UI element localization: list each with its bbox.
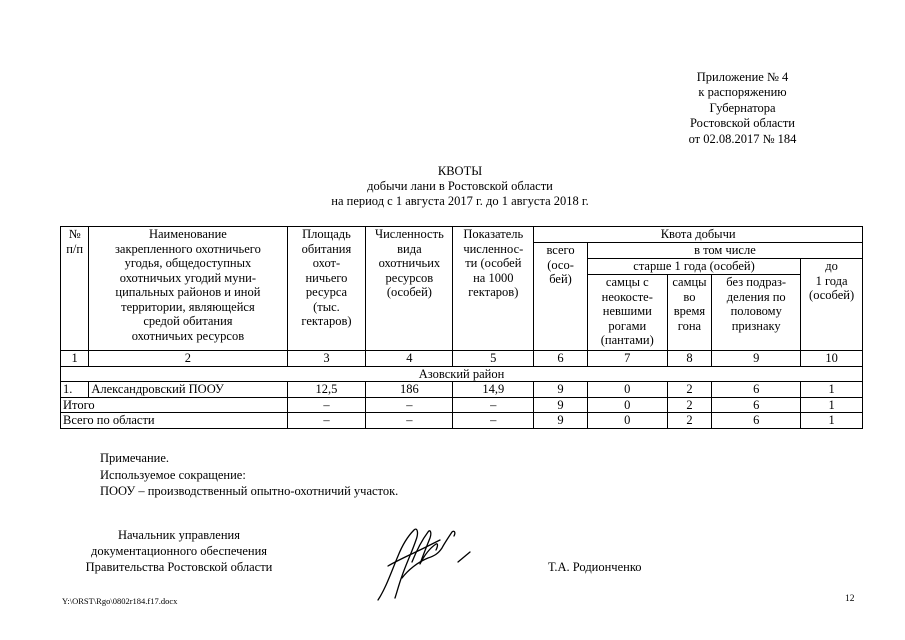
grand-total-total: 9 xyxy=(534,413,588,429)
grand-total-count: – xyxy=(366,413,453,429)
column-number: 6 xyxy=(534,351,588,367)
position-line: документационного обеспечения xyxy=(90,544,268,558)
subtotal-label: Итого xyxy=(61,397,288,413)
row-total: 9 xyxy=(534,382,588,398)
column-number: 1 xyxy=(61,351,89,367)
header-total: всего (осо- бей) xyxy=(534,243,588,351)
header-area: Площадь обитания охот- ничьего ресурса (тыс. гектаров) xyxy=(287,227,366,351)
appendix-block xyxy=(640,70,845,147)
row-name: Александровский ПООУ xyxy=(89,382,287,398)
column-number: 5 xyxy=(453,351,534,367)
table-row xyxy=(61,382,863,398)
position-line: Правительства Ростовской области xyxy=(85,560,273,574)
header-males-rut: самцы во время гона xyxy=(667,275,711,351)
appendix-line: к распоряжению xyxy=(698,85,787,100)
grand-total-indicator: – xyxy=(453,413,534,429)
subtotal-under: 1 xyxy=(801,397,863,413)
row-males-rut: 2 xyxy=(667,382,711,398)
appendix-line: от 02.08.2017 № 184 xyxy=(688,131,797,146)
position-line: Начальник управления xyxy=(118,528,240,542)
subtotal-total: 9 xyxy=(534,397,588,413)
column-number: 10 xyxy=(801,351,863,367)
note-line: ПООУ – производственный опытно-охотничий участок. xyxy=(100,484,399,498)
district-name: Азовский район xyxy=(61,366,863,382)
subtotal-no-sex: 6 xyxy=(712,397,801,413)
grand-total-under: 1 xyxy=(801,413,863,429)
row-indicator: 14,9 xyxy=(453,382,534,398)
notes-block xyxy=(100,450,398,500)
note-line: Примечание. xyxy=(100,451,170,465)
column-numbers-row xyxy=(61,351,863,367)
subtotal-count: – xyxy=(366,397,453,413)
appendix-line: Губернатора xyxy=(709,100,776,115)
quota-table xyxy=(60,226,863,429)
subtotal-males-rut: 2 xyxy=(667,397,711,413)
header-quota: Квота добычи xyxy=(534,227,863,243)
header-older: старше 1 года (особей) xyxy=(587,259,800,275)
subtotal-row xyxy=(61,397,863,413)
header-indicator: Показатель численнос- ти (особей на 1000 гектаров) xyxy=(453,227,534,351)
row-area: 12,5 xyxy=(287,382,366,398)
handwritten-signature xyxy=(372,518,482,608)
column-number: 4 xyxy=(366,351,453,367)
grand-total-no-sex: 6 xyxy=(712,413,801,429)
document-period: на период с 1 августа 2017 г. до 1 августа 2018 г. xyxy=(331,194,589,208)
signatory-position xyxy=(64,527,294,575)
grand-total-area: – xyxy=(287,413,366,429)
appendix-line: Ростовской области xyxy=(690,116,795,131)
page-number: 12 xyxy=(845,594,855,604)
subtotal-indicator: – xyxy=(453,397,534,413)
grand-total-males-antlers: 0 xyxy=(587,413,667,429)
column-number: 2 xyxy=(89,351,287,367)
row-under: 1 xyxy=(801,382,863,398)
row-males-antlers: 0 xyxy=(587,382,667,398)
document-subtitle: добычи лани в Ростовской области xyxy=(367,179,553,193)
grand-total-males-rut: 2 xyxy=(667,413,711,429)
grand-total-label: Всего по области xyxy=(61,413,288,429)
grand-total-row xyxy=(61,413,863,429)
row-count: 186 xyxy=(366,382,453,398)
row-no-sex: 6 xyxy=(712,382,801,398)
header-name: Наименование закрепленного охотничьего угодья, общедоступных охотничьих угодий муни- ципальных районов и иной территории, являющейся средой обитания охотничьих ресурсов xyxy=(89,227,287,351)
file-path: Y:\ORST\Rgo\0802r184.f17.docx xyxy=(62,596,178,606)
column-number: 7 xyxy=(587,351,667,367)
header-count: Численность вида охотничьих ресурсов (особей) xyxy=(366,227,453,351)
column-number: 3 xyxy=(287,351,366,367)
column-number: 9 xyxy=(712,351,801,367)
header-num: № п/п xyxy=(61,227,89,351)
district-row xyxy=(61,366,863,382)
document-heading xyxy=(270,164,650,209)
row-num: 1. xyxy=(61,382,89,398)
document-title: КВОТЫ xyxy=(437,164,483,178)
header-no-sex: без подраз- деления по половому признаку xyxy=(712,275,801,351)
note-line: Используемое сокращение: xyxy=(100,467,246,482)
subtotal-area: – xyxy=(287,397,366,413)
header-under: до 1 года (особей) xyxy=(801,259,863,351)
signatory-name: Т.А. Родионченко xyxy=(548,560,642,574)
header-males-antlers: самцы с неокосте- невшими рогами (пантами) xyxy=(587,275,667,351)
appendix-line: Приложение № 4 xyxy=(696,70,789,84)
subtotal-males-antlers: 0 xyxy=(587,397,667,413)
column-number: 8 xyxy=(667,351,711,367)
header-including: в том числе xyxy=(587,243,862,259)
